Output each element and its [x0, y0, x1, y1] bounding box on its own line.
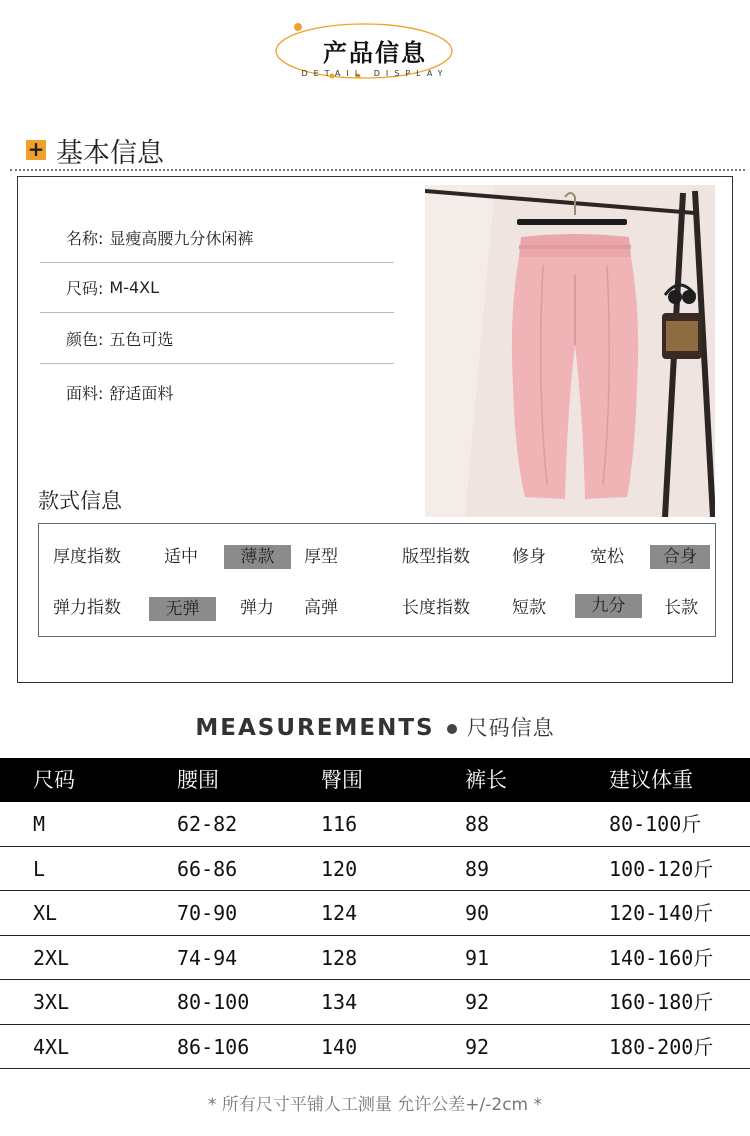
thickness-label: 厚度指数: [53, 547, 121, 567]
fit-option: 宽松: [590, 547, 624, 567]
bullet-dot-icon: [447, 724, 457, 734]
table-cell: 88: [465, 812, 490, 836]
table-cell: M: [33, 812, 46, 836]
measurements-heading: [0, 713, 750, 743]
info-row-name: [40, 213, 394, 263]
table-header-row: [0, 758, 750, 802]
measurements-title-cn: 尺码信息: [466, 716, 555, 740]
length-option-selected: 九分: [575, 594, 642, 618]
plus-icon: +: [27, 137, 45, 161]
table-cell: 89: [465, 856, 490, 881]
table-row: [0, 980, 750, 1025]
table-row: [0, 802, 750, 847]
length-option: 短款: [512, 598, 546, 618]
column-header: 腰围: [177, 768, 219, 792]
info-row-color: [40, 314, 394, 364]
product-photo: [425, 185, 715, 517]
header-subtitle: DETAIL DISPLAY: [301, 69, 449, 78]
info-row-fabric: [40, 367, 394, 417]
basic-info-heading: [26, 133, 164, 167]
table-row: [0, 891, 750, 936]
column-header: 臀围: [321, 768, 363, 792]
table-cell: 80-100: [177, 990, 250, 1014]
column-header: 尺码: [33, 768, 75, 792]
table-cell: L: [33, 856, 46, 881]
info-label: 名称:: [66, 229, 104, 248]
size-table: [0, 758, 750, 1069]
table-cell: 92: [465, 1034, 490, 1059]
column-header: 裤长: [465, 768, 507, 792]
dotted-divider: [10, 169, 745, 171]
table-cell: XL: [33, 901, 58, 925]
table-cell: 120-140斤: [609, 901, 714, 925]
info-label: 面料:: [66, 383, 104, 403]
table-cell: 70-90: [177, 901, 238, 925]
table-cell: 74-94: [177, 945, 238, 970]
info-value: 显瘦高腰九分休闲裤: [109, 229, 254, 248]
product-info-box: [17, 176, 733, 683]
table-cell: 90: [465, 901, 490, 925]
table-cell: 4XL: [33, 1034, 70, 1059]
elasticity-option: 弹力: [240, 598, 274, 618]
fit-label: 版型指数: [402, 547, 470, 567]
detail-header: [0, 0, 750, 100]
table-cell: 3XL: [33, 990, 70, 1014]
info-value: 五色可选: [109, 330, 174, 349]
table-row: [0, 847, 750, 892]
measurement-note: * 所有尺寸平铺人工测量 允许公差+/-2cm *: [207, 1095, 543, 1115]
fit-option: 修身: [512, 547, 546, 567]
thickness-option: 厚型: [304, 547, 338, 567]
elasticity-option-selected: 无弹: [149, 597, 216, 621]
column-header: 建议体重: [609, 768, 693, 792]
info-label: 尺码:: [66, 279, 104, 298]
table-cell: 160-180斤: [609, 990, 714, 1014]
table-cell: 86-106: [177, 1034, 250, 1059]
basic-info-title: 基本信息: [56, 137, 164, 169]
length-option: 长款: [664, 598, 698, 618]
table-cell: 140: [321, 1034, 358, 1059]
table-cell: 116: [321, 812, 358, 836]
thickness-option-selected: 薄款: [224, 545, 291, 569]
table-cell: 140-160斤: [609, 945, 714, 970]
table-cell: 80-100斤: [609, 812, 702, 836]
elasticity-label: 弹力指数: [53, 598, 121, 618]
table-row: [0, 936, 750, 981]
table-cell: 120: [321, 856, 358, 881]
info-label: 颜色:: [66, 330, 104, 349]
table-cell: 128: [321, 945, 358, 970]
measurements-title-en: MEASUREMENTS: [195, 715, 435, 741]
header-title: 产品信息: [323, 39, 427, 67]
style-attributes-box: [38, 523, 716, 637]
table-cell: 92: [465, 990, 490, 1014]
table-cell: 2XL: [33, 945, 70, 970]
table-cell: 100-120斤: [609, 856, 714, 881]
info-row-size: [40, 263, 394, 313]
table-cell: 124: [321, 901, 358, 925]
table-cell: 134: [321, 990, 358, 1014]
table-cell: 62-82: [177, 812, 238, 836]
info-value: M-4XL: [109, 278, 160, 297]
table-cell: 66-86: [177, 856, 238, 881]
pink-pants-illustration: [425, 185, 715, 517]
table-cell: 180-200斤: [609, 1034, 714, 1059]
table-row: [0, 1025, 750, 1070]
info-value: 舒适面料: [109, 383, 174, 403]
elasticity-option: 高弹: [304, 598, 338, 618]
fit-option-selected: 合身: [650, 545, 710, 569]
length-label: 长度指数: [402, 598, 470, 618]
style-info-title: 款式信息: [38, 489, 122, 513]
thickness-option: 适中: [164, 547, 198, 567]
table-cell: 91: [465, 945, 490, 970]
